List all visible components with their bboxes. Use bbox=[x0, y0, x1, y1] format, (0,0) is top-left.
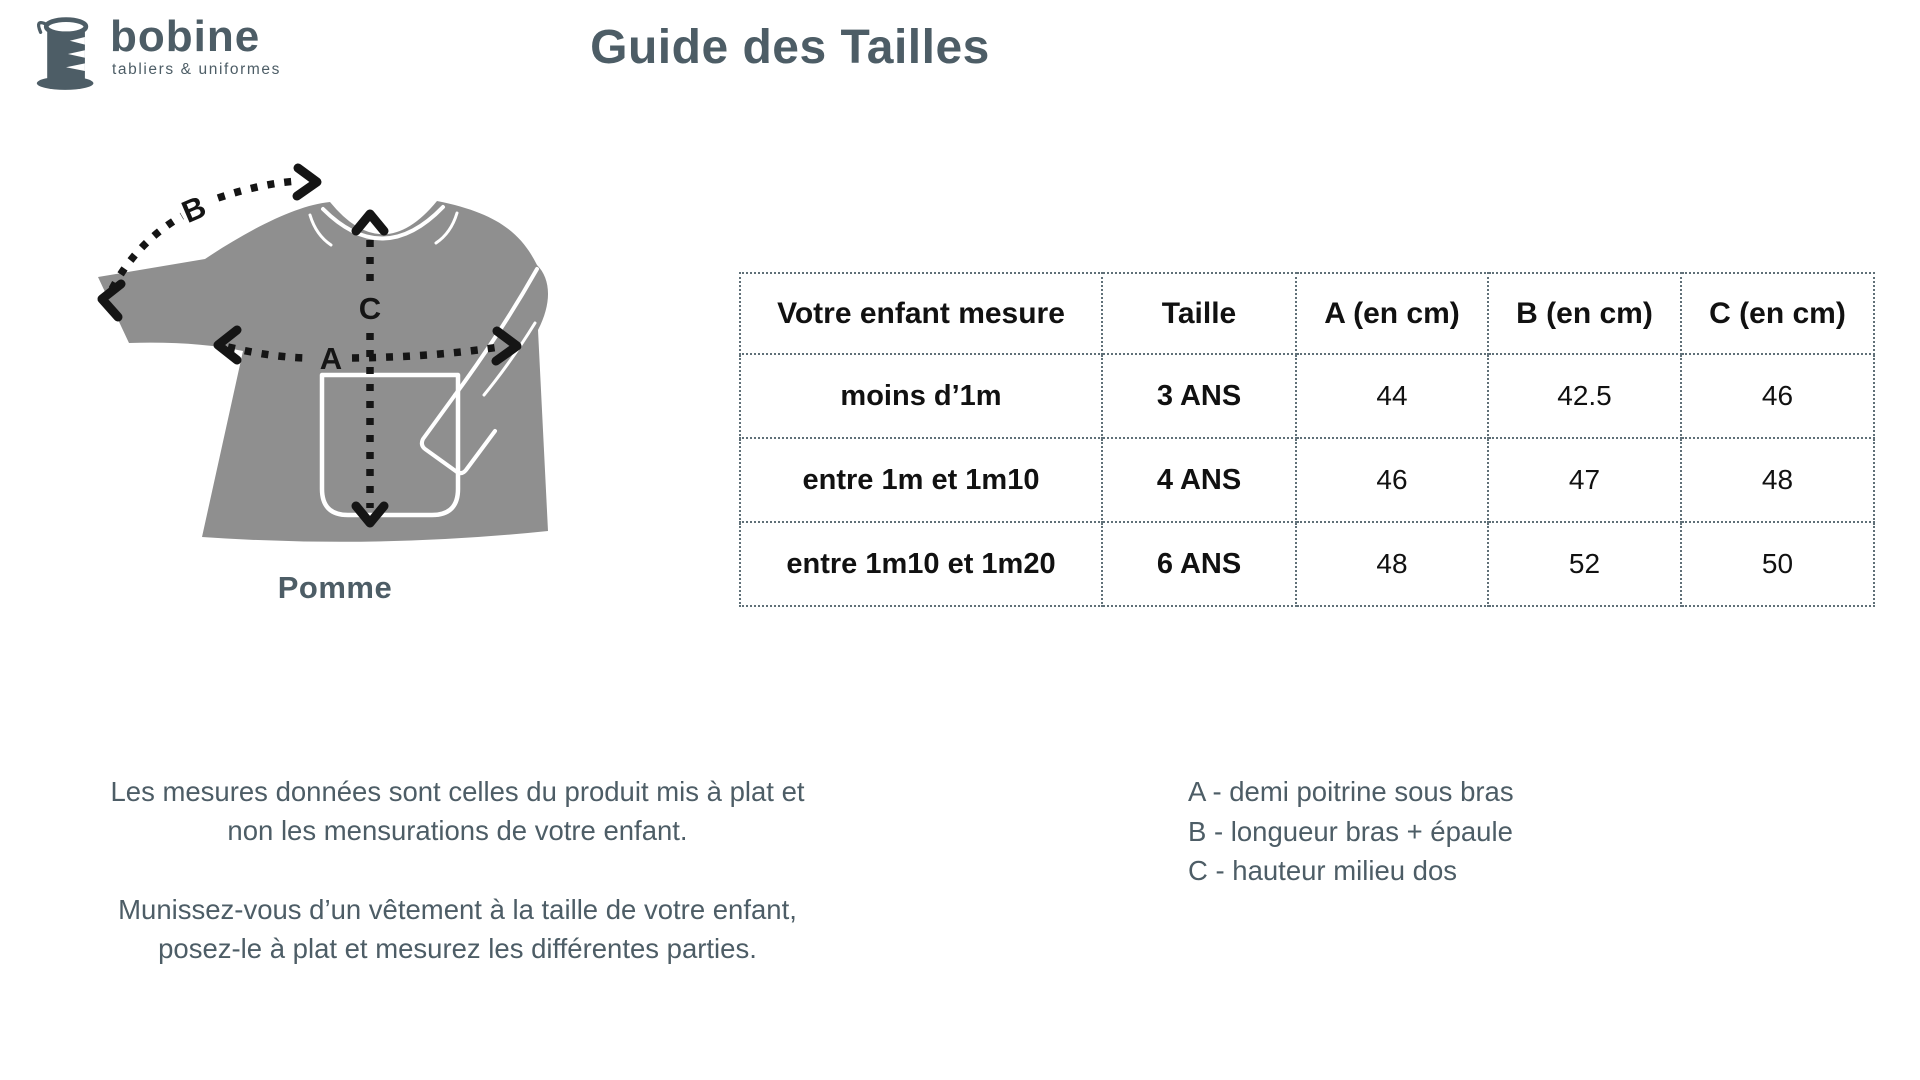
cell-size: 3 ANS bbox=[1102, 354, 1296, 438]
legend-item-a: A - demi poitrine sous bras bbox=[1188, 776, 1514, 807]
note-line: Munissez-vous d’un vêtement à la taille de votre enfant, bbox=[118, 894, 797, 925]
column-header-mesure: Votre enfant mesure bbox=[740, 273, 1102, 354]
column-header-taille: Taille bbox=[1102, 273, 1296, 354]
cell-b: 52 bbox=[1488, 522, 1681, 606]
spool-icon bbox=[34, 14, 100, 94]
measure-label-a: A bbox=[319, 341, 343, 376]
table-row bbox=[740, 438, 1874, 522]
cell-c: 50 bbox=[1681, 522, 1874, 606]
cell-c: 48 bbox=[1681, 438, 1874, 522]
column-header-a: A (en cm) bbox=[1296, 273, 1488, 354]
cell-a: 48 bbox=[1296, 522, 1488, 606]
note-line: Les mesures données sont celles du produit mis à plat et bbox=[110, 776, 805, 807]
cell-c: 46 bbox=[1681, 354, 1874, 438]
page-title: Guide des Tailles bbox=[590, 21, 990, 74]
cell-size: 4 ANS bbox=[1102, 438, 1296, 522]
table-header-row bbox=[740, 273, 1874, 354]
legend-item-b: B - longueur bras + épaule bbox=[1188, 815, 1513, 847]
measurement-legend bbox=[1188, 772, 1514, 891]
arrowhead-c-top bbox=[356, 214, 384, 231]
cell-b: 47 bbox=[1488, 438, 1681, 522]
cell-height: entre 1m et 1m10 bbox=[740, 438, 1102, 522]
column-header-b: B (en cm) bbox=[1488, 273, 1681, 354]
note-paragraph bbox=[25, 890, 890, 968]
garment-illustration bbox=[85, 145, 585, 575]
brand-logo bbox=[34, 14, 281, 94]
size-table bbox=[739, 272, 1875, 607]
note-line: posez-le à plat et mesurez les différentes parties. bbox=[158, 933, 757, 964]
measurement-notes bbox=[25, 772, 890, 968]
cell-size: 6 ANS bbox=[1102, 522, 1296, 606]
table-row bbox=[740, 354, 1874, 438]
measure-label-c: C bbox=[358, 291, 382, 326]
cell-height: entre 1m10 et 1m20 bbox=[740, 522, 1102, 606]
product-name: Pomme bbox=[277, 570, 393, 605]
column-header-c: C (en cm) bbox=[1681, 273, 1874, 354]
brand-name: bobine bbox=[110, 12, 261, 61]
cell-b: 42.5 bbox=[1488, 354, 1681, 438]
legend-item-c: C - hauteur milieu dos bbox=[1188, 855, 1458, 886]
brand-tagline: tabliers & uniformes bbox=[112, 61, 281, 79]
brand-text bbox=[110, 14, 281, 79]
note-line: non les mensurations de votre enfant. bbox=[227, 815, 688, 846]
note-paragraph bbox=[25, 772, 890, 850]
cell-a: 44 bbox=[1296, 354, 1488, 438]
table-row bbox=[740, 522, 1874, 606]
cell-a: 46 bbox=[1296, 438, 1488, 522]
arrowhead-b-right bbox=[297, 168, 317, 196]
measure-label-b: B bbox=[176, 188, 212, 230]
cell-height: moins d’1m bbox=[740, 354, 1102, 438]
garment-diagram bbox=[85, 145, 585, 575]
